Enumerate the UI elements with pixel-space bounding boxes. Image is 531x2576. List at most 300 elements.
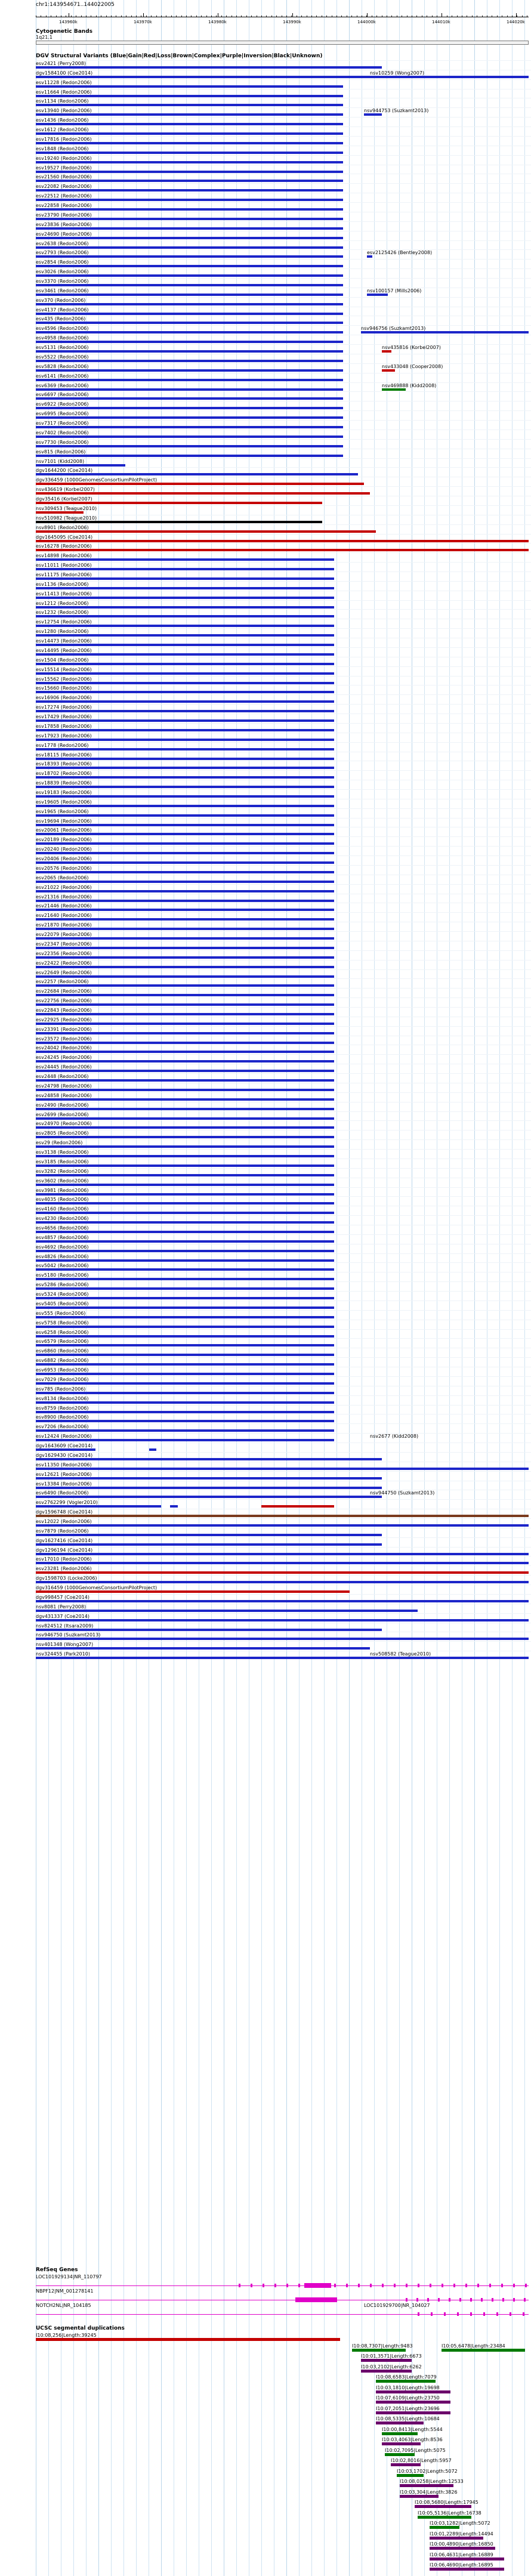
variant-bar[interactable]	[36, 634, 334, 637]
variant-bar[interactable]	[36, 1145, 334, 1148]
gene-exon[interactable]	[295, 2297, 337, 2302]
variant-bar[interactable]	[36, 76, 529, 78]
row-separator	[36, 391, 531, 392]
gene-exon[interactable]	[489, 2284, 491, 2287]
ruler-tick-label: 144020k	[507, 20, 525, 24]
variant-bar[interactable]	[36, 540, 529, 542]
variant-label: esv785 (Redon2006)	[36, 1386, 86, 1392]
variant-bar[interactable]	[36, 1117, 334, 1120]
variant-bar[interactable]	[367, 294, 388, 296]
variant-label: dgv316459 (1000GenomesConsortiumPilotProject)	[36, 1585, 158, 1590]
variant-bar[interactable]	[36, 1448, 95, 1451]
gene-exon[interactable]	[477, 2284, 479, 2287]
variant-bar[interactable]	[36, 1278, 334, 1280]
gene-exon[interactable]	[427, 2298, 429, 2302]
variant-label: esv19183 (Redon2006)	[36, 790, 92, 795]
gene-exon[interactable]	[465, 2284, 467, 2287]
variant-bar[interactable]	[36, 739, 334, 741]
variant-bar[interactable]	[36, 1098, 334, 1101]
variant-bar[interactable]	[361, 331, 529, 333]
duplication-bar[interactable]	[352, 2349, 406, 2352]
variant-bar[interactable]	[36, 1193, 334, 1196]
ruler-minor-tick	[231, 16, 232, 17]
ruler-major-tick	[516, 13, 517, 17]
gene-exon[interactable]	[513, 2298, 515, 2302]
duplication-bar[interactable]	[397, 2474, 424, 2477]
gene-exon[interactable]	[524, 2298, 526, 2302]
variant-bar[interactable]	[36, 805, 334, 807]
gene-exon[interactable]	[310, 2284, 312, 2287]
variant-bar[interactable]	[36, 625, 334, 627]
variant-bar[interactable]	[36, 180, 343, 182]
variant-bar[interactable]	[36, 530, 376, 533]
duplication-bar[interactable]	[382, 2432, 418, 2435]
variant-bar[interactable]	[36, 171, 343, 173]
variant-bar[interactable]	[36, 1392, 334, 1394]
variant-bar[interactable]	[364, 113, 382, 116]
variant-bar[interactable]	[36, 1524, 529, 1527]
variant-bar[interactable]	[36, 1468, 529, 1470]
gene-exon[interactable]	[459, 2298, 461, 2302]
variant-bar[interactable]	[36, 1458, 382, 1460]
row-separator	[36, 1471, 531, 1472]
variant-bar[interactable]	[36, 265, 343, 267]
variant-bar[interactable]	[36, 947, 334, 949]
variant-bar[interactable]	[36, 814, 334, 817]
variant-bar[interactable]	[382, 369, 395, 372]
variant-bar[interactable]	[170, 1505, 178, 1508]
gene-exon[interactable]	[457, 2312, 459, 2316]
variant-bar[interactable]	[36, 852, 334, 854]
variant-bar[interactable]	[36, 1259, 334, 1262]
variant-bar[interactable]	[36, 1354, 334, 1356]
gene-exon[interactable]	[322, 2284, 324, 2287]
duplication-bar[interactable]	[376, 2411, 450, 2414]
duplication-bar[interactable]	[430, 2547, 495, 2550]
gene-exon[interactable]	[394, 2284, 396, 2287]
gene-exon[interactable]	[453, 2284, 455, 2287]
duplication-bar[interactable]	[382, 2442, 421, 2445]
variant-bar[interactable]	[36, 1363, 334, 1366]
gene-exon[interactable]	[251, 2284, 252, 2287]
variant-bar[interactable]	[36, 189, 343, 191]
row-separator	[36, 117, 531, 118]
variant-bar[interactable]	[36, 199, 343, 201]
variant-bar[interactable]	[36, 700, 334, 703]
variant-bar[interactable]	[36, 303, 343, 305]
gene-intron-line[interactable]	[36, 2314, 529, 2315]
variant-bar[interactable]	[36, 900, 334, 902]
variant-bar[interactable]	[36, 379, 343, 381]
variant-bar[interactable]	[36, 66, 382, 69]
gene-exon[interactable]	[525, 2284, 527, 2287]
variant-bar[interactable]	[261, 1505, 334, 1508]
variant-bar[interactable]	[36, 871, 334, 873]
variant-bar[interactable]	[36, 975, 334, 978]
duplication-label: I10:05,6478|Length:23484	[442, 2343, 505, 2349]
variant-bar[interactable]	[36, 758, 334, 760]
duplication-bar[interactable]	[430, 2568, 504, 2571]
gene-exon[interactable]	[370, 2284, 372, 2287]
variant-label: esv8900 (Redon2006)	[36, 1414, 89, 1420]
variant-bar[interactable]	[36, 786, 334, 788]
variant-bar[interactable]	[36, 1344, 334, 1346]
variant-label: esv1612 (Redon2006)	[36, 127, 89, 132]
variant-bar[interactable]	[36, 748, 334, 750]
variant-bar[interactable]	[36, 909, 334, 911]
variant-bar[interactable]	[382, 350, 391, 353]
variant-bar[interactable]	[36, 1496, 382, 1498]
variant-bar[interactable]	[36, 1420, 334, 1422]
gene-exon[interactable]	[431, 2312, 433, 2316]
variant-bar[interactable]	[36, 218, 343, 220]
gene-exon[interactable]	[382, 2284, 384, 2287]
duplication-bar[interactable]	[442, 2349, 525, 2352]
variant-bar[interactable]	[36, 341, 343, 343]
variant-bar[interactable]	[36, 1231, 334, 1233]
variant-bar[interactable]	[36, 558, 334, 561]
variant-bar[interactable]	[36, 1543, 382, 1546]
duplication-bar[interactable]	[376, 2421, 424, 2424]
variant-bar[interactable]	[36, 729, 334, 731]
variant-bar[interactable]	[36, 795, 334, 798]
variant-bar[interactable]	[36, 502, 322, 504]
variant-bar[interactable]	[36, 492, 370, 495]
gene-exon[interactable]	[523, 2312, 524, 2316]
gene-exon[interactable]	[304, 2283, 331, 2288]
variant-bar[interactable]	[149, 1448, 156, 1451]
gene-exon[interactable]	[239, 2284, 240, 2287]
gene-exon[interactable]	[483, 2312, 485, 2316]
gene-exon[interactable]	[298, 2284, 300, 2287]
gene-exon[interactable]	[492, 2298, 493, 2302]
variant-bar[interactable]	[36, 426, 343, 428]
gene-exon[interactable]	[358, 2284, 360, 2287]
variant-bar[interactable]	[36, 1429, 334, 1432]
variant-bar[interactable]	[36, 445, 343, 447]
variant-bar[interactable]	[36, 1136, 334, 1138]
variant-bar[interactable]	[36, 824, 334, 826]
ruler-tick-label: 143960k	[59, 20, 78, 24]
variant-bar[interactable]	[36, 511, 84, 514]
variant-bar[interactable]	[36, 104, 343, 106]
variant-bar[interactable]	[36, 132, 343, 135]
variant-label: esv22082 (Redon2006)	[36, 184, 92, 189]
variant-bar[interactable]	[36, 237, 343, 239]
variant-bar[interactable]	[36, 994, 334, 996]
gene-exon[interactable]	[334, 2284, 336, 2287]
gene-exon[interactable]	[502, 2298, 504, 2302]
variant-bar[interactable]	[36, 682, 334, 684]
variant-bar[interactable]	[36, 407, 343, 409]
variant-bar[interactable]	[36, 284, 343, 286]
variant-bar[interactable]	[36, 416, 343, 419]
duplication-bar[interactable]	[430, 2537, 483, 2540]
variant-bar[interactable]	[367, 255, 372, 258]
variant-bar[interactable]	[36, 1619, 529, 1621]
variant-bar[interactable]	[36, 113, 343, 116]
duplication-bar[interactable]	[376, 2401, 450, 2404]
variant-label: dgv1629430 (Coe2014)	[36, 1453, 93, 1458]
variant-bar[interactable]	[36, 1477, 382, 1479]
variant-bar[interactable]	[36, 577, 334, 580]
variant-bar[interactable]	[36, 246, 343, 249]
gene-exon[interactable]	[430, 2284, 431, 2287]
variant-bar[interactable]	[36, 388, 343, 391]
variant-bar[interactable]	[36, 597, 334, 599]
variant-bar[interactable]	[36, 1505, 161, 1508]
duplication-bar[interactable]	[415, 2505, 471, 2508]
ruler-minor-tick	[507, 16, 508, 17]
duplication-bar[interactable]	[36, 2338, 340, 2341]
variant-bar[interactable]	[36, 1401, 334, 1404]
variant-label: esv18839 (Redon2006)	[36, 780, 92, 786]
variant-bar[interactable]	[36, 1335, 334, 1338]
variant-bar[interactable]	[36, 1221, 334, 1224]
variant-bar[interactable]	[36, 521, 322, 523]
variant-bar[interactable]	[36, 397, 343, 400]
row-separator	[36, 1253, 531, 1254]
variant-label: esv1232 (Redon2006)	[36, 610, 89, 615]
duplication-bar[interactable]	[361, 2359, 412, 2362]
variant-bar[interactable]	[36, 881, 334, 883]
variant-label: esv3138 (Redon2006)	[36, 1150, 89, 1155]
variant-bar[interactable]	[36, 1581, 529, 1583]
variant-bar[interactable]	[36, 1487, 382, 1489]
variant-bar[interactable]	[36, 1042, 334, 1044]
duplication-bar[interactable]	[361, 2370, 412, 2373]
variant-bar[interactable]	[36, 1600, 529, 1602]
variant-bar[interactable]	[36, 350, 343, 353]
variant-label: esv1280 (Redon2006)	[36, 629, 89, 634]
row-separator	[36, 912, 531, 913]
variant-label: esv6995 (Redon2006)	[36, 411, 89, 416]
variant-bar[interactable]	[36, 1023, 334, 1025]
cyto-band[interactable]	[36, 41, 529, 45]
gene-exon[interactable]	[501, 2284, 503, 2287]
row-separator	[36, 136, 531, 137]
variant-bar[interactable]	[36, 653, 334, 656]
variant-bar[interactable]	[36, 1108, 334, 1110]
row-separator	[36, 978, 531, 979]
variant-bar[interactable]	[36, 966, 334, 968]
variant-bar[interactable]	[36, 1411, 334, 1413]
variant-bar[interactable]	[36, 85, 343, 88]
variant-bar[interactable]	[36, 1250, 334, 1252]
variant-bar[interactable]	[36, 331, 343, 333]
variant-bar[interactable]	[36, 227, 343, 230]
variant-bar[interactable]	[36, 161, 343, 163]
grid-line	[474, 0, 475, 2576]
variant-bar[interactable]	[36, 294, 343, 296]
gene-exon[interactable]	[438, 2298, 440, 2302]
duplication-bar[interactable]	[376, 2390, 450, 2393]
gene-exon[interactable]	[470, 2298, 472, 2302]
variant-bar[interactable]	[36, 984, 334, 987]
variant-bar[interactable]	[36, 95, 343, 97]
variant-bar[interactable]	[36, 890, 334, 892]
variant-bar[interactable]	[36, 1553, 529, 1555]
variant-bar[interactable]	[36, 142, 343, 144]
variant-bar[interactable]	[36, 1165, 334, 1167]
variant-bar[interactable]	[36, 1647, 370, 1650]
variant-label: esv22512 (Redon2006)	[36, 193, 92, 199]
gene-exon[interactable]	[496, 2312, 498, 2316]
gene-exon[interactable]	[449, 2298, 450, 2302]
variant-bar[interactable]	[36, 1070, 334, 1072]
variant-bar[interactable]	[36, 1079, 334, 1082]
duplication-bar[interactable]	[430, 2558, 504, 2560]
variant-bar[interactable]	[36, 152, 343, 154]
sd-track-title: UCSC segmental duplications	[36, 2325, 125, 2331]
grid-line	[449, 0, 450, 2576]
variant-bar[interactable]	[36, 1326, 334, 1328]
variant-bar[interactable]	[36, 928, 334, 930]
row-separator	[36, 363, 531, 364]
gene-exon[interactable]	[513, 2284, 515, 2287]
variant-bar[interactable]	[36, 1155, 334, 1157]
variant-bar[interactable]	[36, 691, 334, 693]
variant-label: esv4656 (Redon2006)	[36, 1225, 89, 1231]
variant-label: esv15514 (Redon2006)	[36, 667, 92, 672]
row-separator	[36, 1376, 531, 1377]
duplication-bar[interactable]	[391, 2463, 421, 2466]
variant-bar[interactable]	[36, 1202, 334, 1204]
variant-bar[interactable]	[36, 767, 334, 769]
variant-bar[interactable]	[36, 644, 334, 646]
gene-exon[interactable]	[444, 2312, 446, 2316]
row-separator	[36, 1433, 531, 1434]
gene-exon[interactable]	[286, 2284, 288, 2287]
variant-bar[interactable]	[36, 1306, 334, 1309]
duplication-bar[interactable]	[430, 2526, 459, 2529]
variant-bar[interactable]	[36, 776, 334, 779]
variant-bar[interactable]	[36, 483, 364, 485]
variant-bar[interactable]	[36, 1534, 382, 1536]
variant-bar[interactable]	[36, 1003, 334, 1006]
gene-exon[interactable]	[274, 2284, 276, 2287]
variant-bar[interactable]	[36, 464, 125, 467]
variant-bar[interactable]	[36, 1515, 529, 1517]
gene-exon[interactable]	[470, 2312, 472, 2316]
variant-bar[interactable]	[36, 956, 334, 959]
gene-exon[interactable]	[481, 2298, 483, 2302]
row-separator	[36, 600, 531, 601]
gene-exon[interactable]	[418, 2312, 419, 2316]
variant-bar[interactable]	[382, 388, 406, 391]
variant-label: esv6258 (Redon2006)	[36, 1330, 89, 1335]
variant-bar[interactable]	[36, 672, 334, 675]
variant-bar[interactable]	[36, 1287, 334, 1290]
variant-bar[interactable]	[36, 918, 334, 921]
variant-bar[interactable]	[36, 719, 334, 722]
variant-bar[interactable]	[36, 313, 343, 315]
row-separator	[36, 278, 531, 279]
gene-exon[interactable]	[510, 2312, 511, 2316]
variant-bar[interactable]	[36, 1629, 382, 1631]
variant-bar[interactable]	[36, 1373, 334, 1375]
ruler-minor-tick	[236, 16, 237, 17]
variant-bar[interactable]	[36, 1212, 334, 1214]
variant-bar[interactable]	[36, 369, 343, 372]
variant-bar[interactable]	[36, 615, 334, 617]
variant-bar[interactable]	[36, 1184, 334, 1186]
variant-bar[interactable]	[36, 435, 343, 438]
variant-bar[interactable]	[36, 606, 334, 609]
variant-bar[interactable]	[36, 1316, 334, 1318]
variant-bar[interactable]	[36, 1268, 334, 1271]
variant-bar[interactable]	[36, 1638, 529, 1640]
variant-bar[interactable]	[36, 1013, 334, 1015]
variant-bar[interactable]	[36, 861, 334, 864]
variant-bar[interactable]	[36, 937, 334, 940]
duplication-bar[interactable]	[385, 2453, 415, 2456]
variant-bar[interactable]	[36, 455, 343, 457]
variant-bar[interactable]	[36, 274, 343, 277]
variant-bar[interactable]	[36, 1571, 529, 1574]
variant-bar[interactable]	[36, 1590, 350, 1593]
variant-bar[interactable]	[36, 1382, 334, 1385]
variant-bar[interactable]	[36, 1562, 529, 1564]
variant-bar[interactable]	[36, 1032, 334, 1034]
gene-exon[interactable]	[442, 2284, 443, 2287]
variant-label: esv24042 (Redon2006)	[36, 1045, 92, 1051]
variant-bar[interactable]	[36, 587, 334, 589]
variant-label: nsv2677 (Kidd2008)	[370, 1434, 419, 1439]
gene-exon[interactable]	[416, 2298, 418, 2302]
variant-bar[interactable]	[36, 208, 343, 211]
variant-bar[interactable]	[36, 1174, 334, 1176]
variant-bar[interactable]	[36, 1126, 334, 1129]
variant-bar[interactable]	[36, 1657, 529, 1659]
variant-bar[interactable]	[36, 360, 343, 362]
variant-bar[interactable]	[36, 123, 343, 125]
duplication-bar[interactable]	[418, 2516, 471, 2519]
gene-exon[interactable]	[346, 2284, 348, 2287]
duplication-bar[interactable]	[400, 2484, 453, 2487]
duplication-bar[interactable]	[376, 2380, 436, 2383]
variant-bar[interactable]	[36, 1297, 334, 1299]
variant-bar[interactable]	[36, 255, 343, 258]
ruler-minor-tick	[376, 16, 377, 17]
variant-bar[interactable]	[36, 549, 529, 551]
variant-bar[interactable]	[36, 1051, 334, 1053]
variant-label: esv19605 (Redon2006)	[36, 799, 92, 805]
variant-bar[interactable]	[36, 1439, 334, 1441]
variant-bar[interactable]	[36, 322, 343, 324]
variant-label: dgv1627416 (Coe2014)	[36, 1538, 93, 1543]
variant-bar[interactable]	[36, 473, 358, 475]
variant-bar[interactable]	[36, 1060, 334, 1062]
variant-bar[interactable]	[36, 568, 334, 570]
variant-bar[interactable]	[36, 1089, 334, 1091]
duplication-bar[interactable]	[400, 2495, 439, 2498]
variant-label: esv2125426 (Bentley2008)	[367, 250, 433, 255]
gene-exon[interactable]	[406, 2284, 407, 2287]
row-separator	[36, 988, 531, 989]
variant-bar[interactable]	[36, 842, 334, 845]
ruler-tick-label: 144000k	[357, 20, 376, 24]
gene-exon[interactable]	[418, 2284, 419, 2287]
gene-exon[interactable]	[406, 2298, 407, 2302]
variant-label: nsv944750 (Suzkamt2013)	[370, 1490, 435, 1496]
variant-bar[interactable]	[36, 710, 334, 712]
variant-bar[interactable]	[36, 663, 334, 665]
variant-bar[interactable]	[36, 833, 334, 835]
variant-bar[interactable]	[36, 1240, 334, 1243]
variant-bar[interactable]	[36, 1610, 418, 1612]
gene-exon[interactable]	[263, 2284, 264, 2287]
